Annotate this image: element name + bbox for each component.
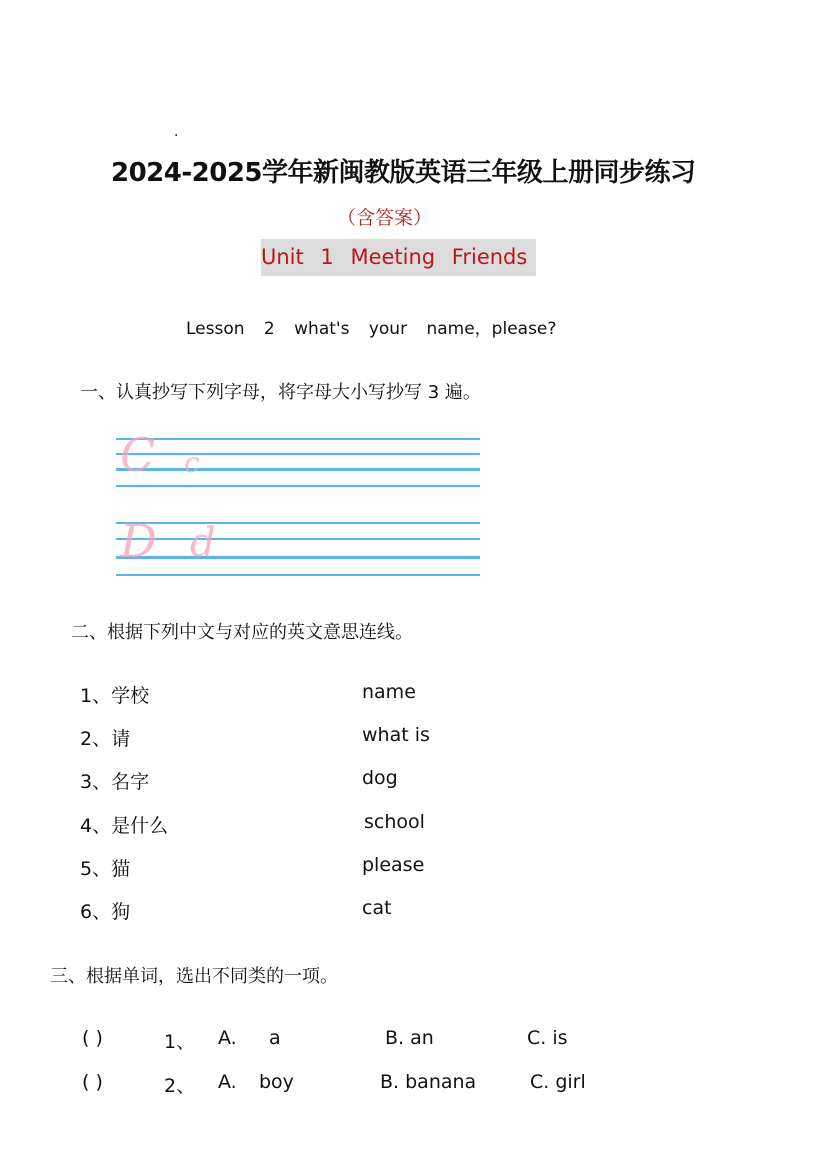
match-english-item: school: [364, 811, 425, 833]
match-english-item: please: [362, 854, 425, 876]
answer-blank[interactable]: ( ): [82, 1027, 103, 1049]
guide-line: [116, 556, 480, 559]
match-chinese-item: 1、学校: [80, 685, 150, 707]
option-a-label: A.: [218, 1027, 237, 1049]
lesson-heading: Lesson 2 what's your name，please?: [186, 319, 557, 339]
option-a: a: [269, 1027, 281, 1049]
tracing-letter-lower: d: [190, 520, 216, 566]
match-english-item: name: [362, 681, 416, 703]
option-a-label: A.: [218, 1071, 237, 1093]
guide-line: [116, 453, 480, 455]
guide-line: [116, 574, 480, 576]
section3-heading: 三、根据单词，选出不同类的一项。: [50, 966, 338, 987]
tracing-letter-upper: D: [120, 514, 157, 568]
unit-heading: Unit 1 Meeting Friends: [261, 239, 536, 276]
stray-dot: .: [174, 124, 179, 140]
match-chinese-item: 4、是什么: [80, 815, 169, 837]
guide-line: [116, 538, 480, 540]
match-english-item: cat: [362, 897, 392, 919]
option-a: boy: [259, 1071, 294, 1093]
option-b: B. an: [385, 1027, 434, 1049]
match-chinese-item: 6、狗: [80, 901, 131, 923]
section2-heading: 二、根据下列中文与对应的英文意思连线。: [71, 622, 413, 643]
section1-heading: 一、认真抄写下列字母，将字母大小写抄写 3 遍。: [80, 382, 481, 403]
match-english-item: what is: [362, 724, 430, 746]
answer-blank[interactable]: ( ): [82, 1071, 103, 1093]
question-number: 1、: [164, 1031, 196, 1053]
guide-line: [116, 522, 480, 524]
match-english-item: dog: [362, 767, 398, 789]
document-subtitle: （含答案）: [337, 207, 433, 229]
option-b: B. banana: [380, 1071, 477, 1093]
match-chinese-item: 5、猫: [80, 858, 131, 880]
match-chinese-item: 2、请: [80, 728, 131, 750]
option-c: C. is: [527, 1027, 568, 1049]
guide-line: [116, 485, 480, 487]
option-c: C. girl: [530, 1071, 586, 1093]
tracing-letter-upper: C: [120, 428, 156, 482]
guide-line: [116, 438, 480, 440]
question-number: 2、: [164, 1075, 196, 1097]
tracing-letter-lower: c: [184, 446, 200, 479]
guide-line: [116, 468, 480, 471]
document-title: 2024-2025学年新闽教版英语三年级上册同步练习: [111, 158, 696, 188]
match-chinese-item: 3、名字: [80, 771, 150, 793]
